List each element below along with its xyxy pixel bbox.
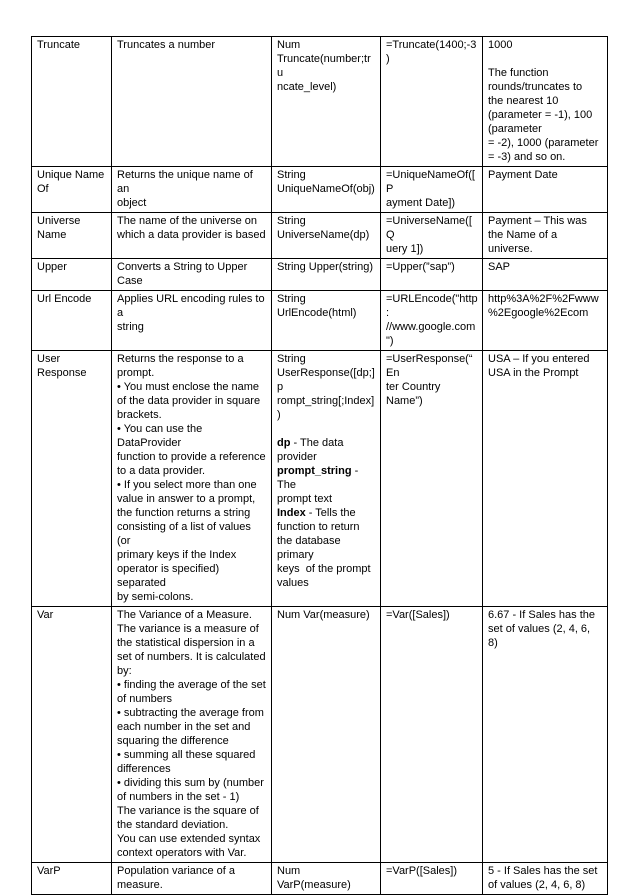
parameter-line [277, 506, 376, 520]
cell-text-line: Population variance of a [117, 865, 236, 877]
cell-text-line: UrlEncode(html) [277, 307, 357, 319]
description-cell [112, 351, 272, 607]
cell-text-line: • finding the average of the set [117, 679, 266, 691]
parameter-line [277, 436, 376, 450]
cell-text-line: =UniverseName([Q [386, 215, 472, 241]
parameter-text: - The data [290, 437, 344, 449]
description-cell [112, 291, 272, 351]
cell-text-line: USA in the Prompt [488, 367, 579, 379]
cell-text-line: the nearest 10 [488, 95, 559, 107]
parameter-text: - Tells the [305, 507, 356, 519]
cell-text-line: which a data provider is based [117, 229, 266, 241]
cell-text-line: String Upper(string) [277, 261, 373, 273]
blank-line [488, 52, 603, 66]
cell-text-line: UniverseName(dp) [277, 229, 370, 241]
cell-text-line: rounds/truncates to [488, 81, 583, 93]
cell-text-line: Num [277, 39, 301, 51]
cell-text-line: UserResponse([dp;]p [277, 367, 375, 393]
parameter-text: function to return [277, 521, 360, 533]
cell-text-line: object [117, 197, 147, 209]
cell-text-line: (parameter = -1), 100 [488, 109, 593, 121]
cell-text-line: set of numbers. It is calculated [117, 651, 266, 663]
output-cell [483, 213, 608, 259]
table-row [32, 213, 608, 259]
output-cell [483, 863, 608, 895]
cell-text-line: Name”) [386, 395, 423, 407]
description-cell [112, 37, 272, 167]
example-cell [381, 167, 483, 213]
table-row [32, 259, 608, 291]
cell-text-line: =UniqueNameOf([P [386, 169, 475, 195]
cell-text-line: value in answer to a prompt, [117, 493, 256, 505]
cell-text-line: Universe [37, 215, 81, 227]
example-cell [381, 37, 483, 167]
cell-text-line: String [277, 353, 306, 365]
cell-text-line: = -3) and so on. [488, 151, 566, 163]
cell-text-line: primary keys if the Index [117, 549, 237, 561]
cell-text-line: • subtracting the average from [117, 707, 264, 719]
table-row [32, 607, 608, 863]
parameter-text: values [277, 577, 309, 589]
cell-text-line: context operators with Var. [117, 847, 247, 859]
cell-text-line: =Var([Sales]) [386, 609, 450, 621]
function-name-cell [32, 863, 112, 895]
syntax-cell [272, 259, 381, 291]
cell-text-line: The function [488, 67, 549, 79]
syntax-cell [272, 37, 381, 167]
description-cell [112, 167, 272, 213]
cell-text-line: set of values (2, 4, 6, [488, 623, 591, 635]
cell-text-line: UniqueNameOf(obj) [277, 183, 375, 195]
cell-text-line: =Upper(”sap”) [386, 261, 455, 273]
cell-text-line: measure. [117, 879, 163, 891]
cell-text-line: to a data provider. [117, 465, 206, 477]
cell-text-line: consisting of a list of values (or [117, 521, 254, 547]
example-cell [381, 259, 483, 291]
cell-text-line: The variance is a measure of [117, 623, 259, 635]
cell-text-line: uery 1]) [386, 243, 424, 255]
cell-text-line: Unique Name [37, 169, 105, 181]
cell-text-line: Url Encode [37, 293, 92, 305]
function-name-cell [32, 291, 112, 351]
cell-text-line: by: [117, 665, 132, 677]
description-cell [112, 607, 272, 863]
cell-text-line: Of [37, 183, 49, 195]
cell-text-line: =UserResponse(“En [386, 353, 473, 379]
cell-text-line: 5 - If Sales has the set [488, 865, 598, 877]
cell-text-line: The Variance of a Measure. [117, 609, 252, 621]
syntax-cell [272, 167, 381, 213]
parameter-term: prompt_string [277, 465, 352, 477]
cell-text-line: • If you select more than one [117, 479, 257, 491]
table-row [32, 863, 608, 895]
cell-text-line: The name of the universe on [117, 215, 258, 227]
cell-text-line: • You can use the DataProvider [117, 423, 206, 449]
cell-text-line: of values (2, 4, 6, 8) [488, 879, 586, 891]
output-cell [483, 351, 608, 607]
cell-text-line: User Response [37, 353, 87, 379]
cell-text-line: by semi-colons. [117, 591, 194, 603]
parameter-term: Index [277, 507, 306, 519]
cell-text-line: Applies URL encoding rules to a [117, 293, 268, 319]
table-row [32, 37, 608, 167]
table-row [32, 167, 608, 213]
syntax-cell [272, 351, 381, 607]
function-name-cell [32, 607, 112, 863]
cell-text-line: VarP [37, 865, 61, 877]
example-cell [381, 351, 483, 607]
description-cell [112, 863, 272, 895]
cell-text-line: Payment – This was [488, 215, 587, 227]
cell-text-line: Converts a String to Upper Case [117, 261, 251, 287]
function-reference-table [31, 36, 608, 895]
table-row [32, 351, 608, 607]
cell-text-line: =Truncate(1400;-3) [386, 39, 477, 65]
cell-text-line: 8) [488, 637, 498, 649]
parameter-line [277, 464, 376, 492]
cell-text-line: Truncate [37, 39, 81, 51]
description-cell [112, 213, 272, 259]
syntax-cell [272, 607, 381, 863]
function-name-cell [32, 351, 112, 607]
cell-text-line: • You must enclose the name [117, 381, 260, 393]
cell-text-line: ncate_level) [277, 81, 337, 93]
function-name-cell [32, 259, 112, 291]
cell-text-line: The variance is the square of [117, 805, 259, 817]
cell-text-line: String [277, 169, 306, 181]
cell-text-line: You can use extended syntax [117, 833, 261, 845]
cell-text-line: brackets. [117, 409, 162, 421]
cell-text-line: 6.67 - If Sales has the [488, 609, 596, 621]
example-cell [381, 291, 483, 351]
cell-text-line: each number in the set and [117, 721, 251, 733]
description-cell [112, 259, 272, 291]
cell-text-line: ter Country [386, 381, 441, 393]
cell-text-line: prompt. [117, 367, 155, 379]
example-cell [381, 607, 483, 863]
cell-text-line: rompt_string[;Index]) [277, 395, 375, 421]
function-name-cell [32, 167, 112, 213]
table-row [32, 291, 608, 351]
cell-text-line: 1000 [488, 39, 513, 51]
output-cell [483, 167, 608, 213]
cell-text-line: Truncate(number;tru [277, 53, 371, 79]
cell-text-line: the Name of a [488, 229, 558, 241]
cell-text-line: function to provide a reference [117, 451, 266, 463]
output-cell [483, 607, 608, 863]
cell-text-line: http%3A%2F%2Fwww [488, 293, 599, 305]
parameter-term: dp [277, 437, 291, 449]
syntax-cell [272, 863, 381, 895]
cell-text-line: String [277, 293, 306, 305]
cell-text-line: SAP [488, 261, 511, 273]
cell-text-line: Var [37, 609, 54, 621]
example-cell [381, 213, 483, 259]
function-name-cell [32, 37, 112, 167]
cell-text-line: //www.google.com [386, 321, 476, 333]
cell-text-line: operator is specified) separated [117, 563, 223, 589]
cell-text-line: Payment Date [488, 169, 558, 181]
output-cell [483, 291, 608, 351]
cell-text-line: of numbers [117, 693, 173, 705]
cell-text-line: ") [386, 335, 394, 347]
cell-text-line: Upper [37, 261, 67, 273]
cell-text-line: String [277, 215, 306, 227]
cell-text-line: of the data provider in square [117, 395, 261, 407]
cell-text-line: %2Egoogle%2Ecom [488, 307, 589, 319]
cell-text-line: =URLEncode("http: [386, 293, 478, 319]
cell-text-line: squaring the difference [117, 735, 229, 747]
cell-text-line: Num Var(measure) [277, 609, 370, 621]
cell-text-line: Num VarP(measure) [277, 865, 351, 891]
parameter-text: provider [277, 451, 317, 463]
cell-text-line: string [117, 321, 144, 333]
cell-text-line: = -2), 1000 (parameter [488, 137, 599, 149]
cell-text-line: Returns the unique name of an [117, 169, 256, 195]
cell-text-line: • summing all these squared [117, 749, 256, 761]
blank-line [277, 422, 376, 436]
cell-text-line: Name [37, 229, 67, 241]
cell-text-line: • dividing this sum by (number [117, 777, 264, 789]
cell-text-line: =VarP([Sales]) [386, 865, 458, 877]
example-cell [381, 863, 483, 895]
parameter-text: - The [277, 465, 362, 491]
cell-text-line: the statistical dispersion in a [117, 637, 255, 649]
output-cell [483, 259, 608, 291]
cell-text-line: Returns the response to a [117, 353, 244, 365]
cell-text-line: the function returns a string [117, 507, 251, 519]
parameter-text: keys of the prompt [277, 563, 371, 575]
parameter-text: prompt text [277, 493, 333, 505]
cell-text-line: differences [117, 763, 171, 775]
cell-text-line: (parameter [488, 123, 542, 135]
cell-text-line: USA – If you entered [488, 353, 590, 365]
parameter-text: the database primary [277, 535, 344, 561]
cell-text-line: universe. [488, 243, 533, 255]
cell-text-line: the standard deviation. [117, 819, 229, 831]
function-name-cell [32, 213, 112, 259]
syntax-cell [272, 291, 381, 351]
output-cell [483, 37, 608, 167]
syntax-cell [272, 213, 381, 259]
cell-text-line: ayment Date]) [386, 197, 456, 209]
cell-text-line: of numbers in the set - 1) [117, 791, 240, 803]
cell-text-line: Truncates a number [117, 39, 216, 51]
